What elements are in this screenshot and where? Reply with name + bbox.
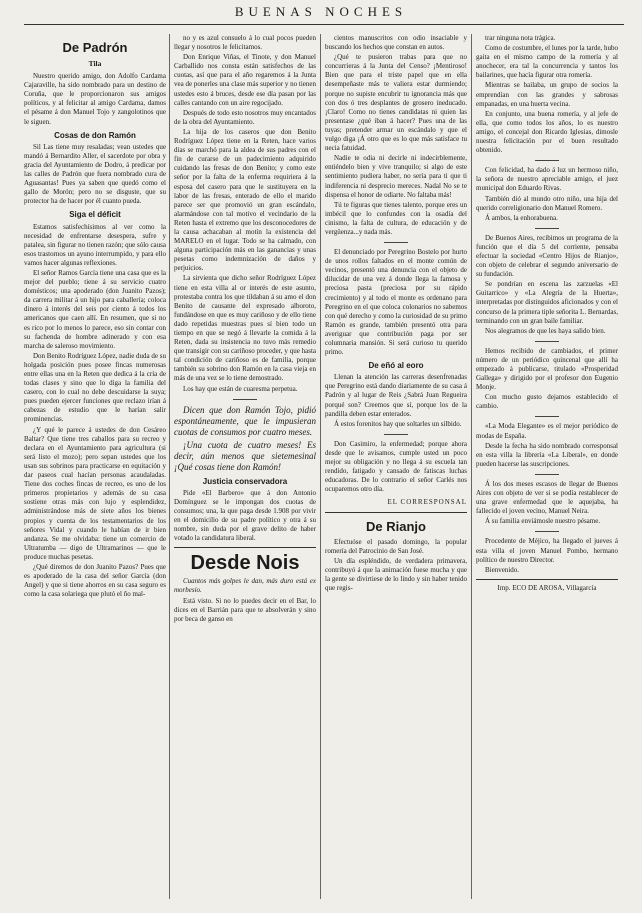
paragraph: Estamos satisfechísimos al ver como la necesidad de enfrentarse desespera, sufre y pataleа, sin figurar no tienen razón; que sólo causa esos trastornos un ayuno interrumpido, y para ello vamos hacer algunas reflexiones. xyxy=(24,222,166,267)
paragraph: cientos manuscritos con odio insaciable y buscando los hechos que constan en autos. xyxy=(325,34,467,52)
paragraph: De Buenos Aires, recibimos un programa de la función que el día 5 del corriente, pensaba efectuar la sociedad «Centro Hijos de Rianjo», con objeto de celebrar el segundo aniversario de su fundación. xyxy=(476,233,618,279)
column-1 xyxy=(24,34,166,906)
paragraph: Á su familia enviámosle nuestro pésame. xyxy=(485,517,601,526)
separator xyxy=(535,341,559,342)
paragraph: El señor Ramos García tiene una casa que es la mejor del pueblo; tiene á su servicio cuatro domésticos; una apoderado (don Juanito Pazos); da carrera militar á un hijo para caballería; coloca dinero á interés del seis por ciento á todos los americanos que caen allí. En resumen, que si no es rico por lo menos lo parece, eso sin contar con su fachenda de hombre adinerado y con esa marcha de saleroso movimiento. xyxy=(24,268,166,350)
separator xyxy=(233,399,257,400)
paragraph: no y es azul consuelo á lo cual pocos pueden llegar y nosotros le felicitamos. xyxy=(174,34,316,52)
masthead: BUENAS NOCHES xyxy=(234,4,408,19)
paragraph: Mientras se bailaba, un grupo de socios la emprendían con las grandes y sabrosas empanadas, en una huerta vecina. xyxy=(476,81,618,108)
paragraph: Está visto. Si no lo puedes decir en el Bar, lo dices en el Barrián para que te absolverán y sino por beca de ganso en xyxy=(174,596,316,623)
subheading: Tila xyxy=(88,59,102,68)
paragraph: Se pondrían en escena las zarzuelas «El Guitarrico» y «La Alegría de la Huerta», interpretadas por distinguidos aficionados y con el concurso de la primera tiple señorita L. Bernardas, terminando con un gran baile familiar. xyxy=(476,280,618,325)
paragraph: Pide «El Barbero» que á don Antonio Domínguez se le impongan dos cuotas de consumos; una, la que paga desde 1.908 por vivir en el domicilio de su padre político y otra á su nombre, sin duda por el grave delito de haber votado la candidatura liberal. xyxy=(174,488,316,543)
paragraph: Desde la fecha ha sido nombrado corresponsal en esta villa la librería «La Liberal», en donde pueden hacerse las suscripciones. xyxy=(476,441,618,468)
separator xyxy=(535,474,559,475)
section-heading-rianjo: De Rianjo xyxy=(366,518,426,534)
quote: Dicen que don Ramón Tojo, pidió espontáneamente, que le impusieran cuotas de consumos por cuatro meses. xyxy=(174,404,316,437)
paragraph: Á ambos, la enhorabuena. xyxy=(485,213,558,222)
paragraph: ¿Qué diremos de don Juanito Pazos? Pues que es apoderado de la casa del señor García (don Angel) y que si tiene ahorros en su casa seguro es como la casa solariega que plutó el ño mal- xyxy=(24,562,166,599)
paragraph: El denunciado por Peregrino Bostelo por hurto de unos rollos faltados en el monte común de vecinos, presentó una denuncia con el objeto de diluсidar de una vez á donde llega la famosa y preciosa pasta (preciosa por su rápido crecimiento) y al todo el monte es ordenano para Peregrino en el que coloca colonarios no sabemos con qué derecho y como la curiosidad de su primo Ramón es grande, también presentó otra para averiguar que contribución paga por ser columnaria mansión. Si será curioso tu querido primo. xyxy=(325,248,467,357)
section-heading-nois: Desde Nois xyxy=(190,552,300,575)
paragraph: Con mucho gusto dejamos establecido el cambio. xyxy=(476,393,618,411)
paragraph: trar ninguna nota trágica. xyxy=(485,34,556,42)
top-rule xyxy=(24,24,624,25)
rule xyxy=(476,579,618,580)
column-divider xyxy=(471,34,472,899)
imprint: Imp. ECO DE AROSA, Villagarcía xyxy=(497,583,597,592)
signature: EL CORRESPONSAL xyxy=(387,498,467,507)
paragraph: Don Enrique Viñas, el Tinote, y don Manuel Carballido nos consta están satisfechos de las cuotas, así que para el año regaremos á la Junta vea de ponerles una clase más superior y no tienen ustedes esto á bruces, desde ese día pasan por las calles cantando con un aire regocijado. xyxy=(174,53,316,107)
paragraph: La hija de los caseros que don Benito Rodríguez López tiene en la Reten, hace varios días se marchó para la aldea de sus padres con el fin de curarse de un padecimiento adquirido cuidando las fresas de don Benito; y como este señor por la falta de la enferma requiriera á la esposa del casero para que le sustituyera en la labor de las fresas, enterado de ello el marido parece ser que promovió un gran escándalo, alarmándose con tal motivo el vecindario de la Reten hasta el extremo que los desconocedores de la causa achacaban al motín la existencia del MARELO en el lugar. Todo se ha calmado, con alguna participación más en las ganancias y unas pesetas como indemnización de daños y perjuicios. xyxy=(174,127,316,273)
separator xyxy=(535,531,559,532)
column-3 xyxy=(325,34,467,906)
column-divider xyxy=(320,34,321,899)
rule xyxy=(325,512,467,513)
column-divider xyxy=(169,34,170,899)
paragraph: Efectuóse el pasado domingo, la popular romería del Patrocinio de San José. xyxy=(325,537,467,555)
rule xyxy=(174,547,316,548)
separator xyxy=(535,160,559,161)
paragraph: Los hay que están de cuaresma perpetua. xyxy=(183,384,298,393)
paragraph: ¿Qué te pusieron trabas para que no concurrieras á la Junta del Censo? ¡Mentiroso! Bien que para el triste papel que en ella desempeñaste más te valiera estar durmiendo; porque no supiste encubrir tu ignorancia más que con dos ó tres desplantes de grosero ineducado. ¡Claro! Como no tienes candidatas ni quien las presentase ¿qué iban á hacer? Pues una de las tuyas; pretender armar un escándalo y que el vulgo diga ¡Á otro que es lo que más satisface tu necia fatuidad. xyxy=(325,53,467,153)
paragraph: Nadie te odia ni decirle ni indecirblemente, entiéndelo bien y vive tranquilo; si algo de este sentimiento pudiera haber, no sería para ti que ti indiferencia ni desprecio mereces. Nadal No se te dispensa el honor de odiarte. No faltaba más! xyxy=(325,154,467,199)
paragraph: La sirvienta que dicho señor Rodríguez López tiene en esta villa al or interés de este asunto, protestaba contra los que tildaban á su amo el don Benito de causante del expresado alboroto, fundándose en que es muy cariñoso y de ello tiene dado repetidas muestras pues sí bien todo un tiempo en que se negó á llevarle la comida á la Reten, dada su insistencia no tuvo más remedio que transigir con su cariñoso proceder, y que hasta tal condición de cariñoso es de familia, porque también su sobrino don Ramón en la casa vieja en más de una vez se lo tiene demostrado. xyxy=(174,274,316,383)
paragraph: Procedente de Méjico, ha llegado el jueves á esta villa el joven Manuel Pombo, hermano político de nuestro Director. xyxy=(476,537,618,564)
paragraph: Á estos forenitos hay que soltarles un silbido. xyxy=(334,419,462,428)
paragraph: Hemos recibido de cambiados, el primer número de un periódico quincenal que allí ha empezado á publicarse, titulado «Prosperidad Gallega» y dirigido por el profesor don Eugenio Monje. xyxy=(476,346,618,392)
column-2 xyxy=(174,34,316,906)
column-4 xyxy=(476,34,618,906)
subsection-heading: Siga el déficit xyxy=(69,210,121,220)
section-heading-padron: De Padrón xyxy=(62,40,128,55)
paragraph: Sil Las tiene muy resaladas; vean ustedes que mandó á Bernardito Aller, el sacerdote por obra y gracia del Ayuntamiento de Dodro, á predicar por las calles de Padrón que fuera nombrado cura de Aguasantas! Pues ya saben que quedó como el gallo de Morón; pero no se disguste, que su protector ha de hacer por él cuanto pueda. xyxy=(24,142,166,206)
paragraph: Después de todo esto nosotros muy encantados de la obra del Ayuntamiento. xyxy=(174,108,316,126)
paragraph: «La Moda Elegante» es el mejor periódico de modas de España. xyxy=(476,422,618,440)
paragraph: Don Benito Rodríguez López, nadie duda de su holgada posición pues posee fincas numerosas entre ellas una en la Reten que dedica á la cría de todas clases y sino que lo diga la familia del casero, con lo cual no debe descuidarse la suya; pues pueden ejercer funciones que reclazo irían á cabezas de estudio que le harían salir prominencias. xyxy=(24,351,166,424)
paragraph: ¿Y qué le parece á ustedes de don Cesáreo Baltar? Que tiene tres caballos para su recreo y declara en el Ayuntamiento para agricultura (si será listo el mozo); pero sepan ustedes que los usan sus sobrinos para practicarse en equitación y dar paseos cual hacían personas acaudaladas. Tiene dos coches fincas de recreo, es uno de los primeros propietarios y además de su casa sostiene otras más con lujo y esplendidez, administrándose más de siete años los bienes propios y cuenta de los testamentarios de los señores Vidal y cuando le habían de ir bien andanza. Se me olvidaba: tiene un comercio de Ultratumba — digo de Ultramarinos — que le produce muchas pesetas. xyxy=(24,425,166,561)
paragraph: Bienvenido. xyxy=(485,565,520,574)
paragraph: Nuestro querido amigo, don Adolfo Cardama Cajaraville, ha sido nombrado para un destino de Coruña, que le proporcionaron sus amigos políticos, y al felicitar al amigo Cardama, damos el pésame á don Manuel Tojo y zangolotinos que le siguen. xyxy=(24,72,166,126)
paragraph: Nos alegramos de que les haya salido bien. xyxy=(485,326,606,335)
separator xyxy=(535,416,559,417)
paragraph: Don Casimiro, la enfermedad; porque ahora desde que le avisamos, cumple usted un poco mejor su obligación y no llega á su escuela tan rendido, fatigado y cansado de fatiscas luchas educadoras. De lo contrario el señor Carlés nos ocuparemos otro día. xyxy=(325,439,467,494)
separator xyxy=(384,242,408,243)
paragraph: En conjunto, una buena romería, y al jefe de ella, que como todos los años, lo es nuestro amigo, el concejal don Ricardo Iglesias, dimosle nuestra felicitación por el buen resultado obtenido. xyxy=(476,109,618,155)
quote: ¡Una cuota de cuatro meses! Es decir, aún menos que sietemesinal ¡Qué cosas tiene don Ramón! xyxy=(174,439,316,472)
paragraph: Con felicidad, ha dado á luz un hermoso niño, la señora de nuestro apreciable amigo, el juez municipal don Eduardo Rivas. xyxy=(476,166,618,193)
paragraph: Tú te figuras que tienes talento, porque eres un imbécil que lo confundes con la osadía del cinismo, la falta de cultura, de educación y de vergüenza...y nada más. xyxy=(325,200,467,236)
subsection-heading: Cosas de don Ramón xyxy=(54,130,136,140)
subsection-heading: Justicia conservadora xyxy=(202,476,288,486)
paragraph: Como de costumbre, el lunes por la tarde, hubo gaita en el mismo campo de la romería y al anochecer, era tal la concurrencia y tantos los bailarines, que hacía figurar otra romería. xyxy=(476,44,618,80)
separator xyxy=(535,228,559,229)
paragraph: Un día espléndido, de verdadera primavera, contribuyó á que la animación fuese mucha y que la gente se divirtiese de lo lindo y sin haber tenido que regis- xyxy=(325,556,467,592)
paragraph: Á los dos meses escasos de llegar de Buenos Aires con objeto de ver si se podía restablecer de una grave enfermedad que le aquejaba, ha fallecido el joven vecino, Manuel Neira. xyxy=(476,479,618,516)
paragraph: Llenan la atención las carreras desenfrenadas que Peregrino está dando diariamente de su casa á Padrón y al lugar de Reis ¿Sabrá Juan Regueira porqué son? Creemos que sí, porque los de la pandilla deben estar enterados. xyxy=(325,373,467,418)
subsection-heading: De eñó al eoro xyxy=(368,361,424,371)
paragraph: También dió al mundo otro niño, una hija del querido correligionario don Manuel Romero. xyxy=(476,194,618,212)
separator xyxy=(384,434,408,435)
epigraph: Cuantos más golpes le dan, más duro está ex morbesio. xyxy=(174,577,316,595)
